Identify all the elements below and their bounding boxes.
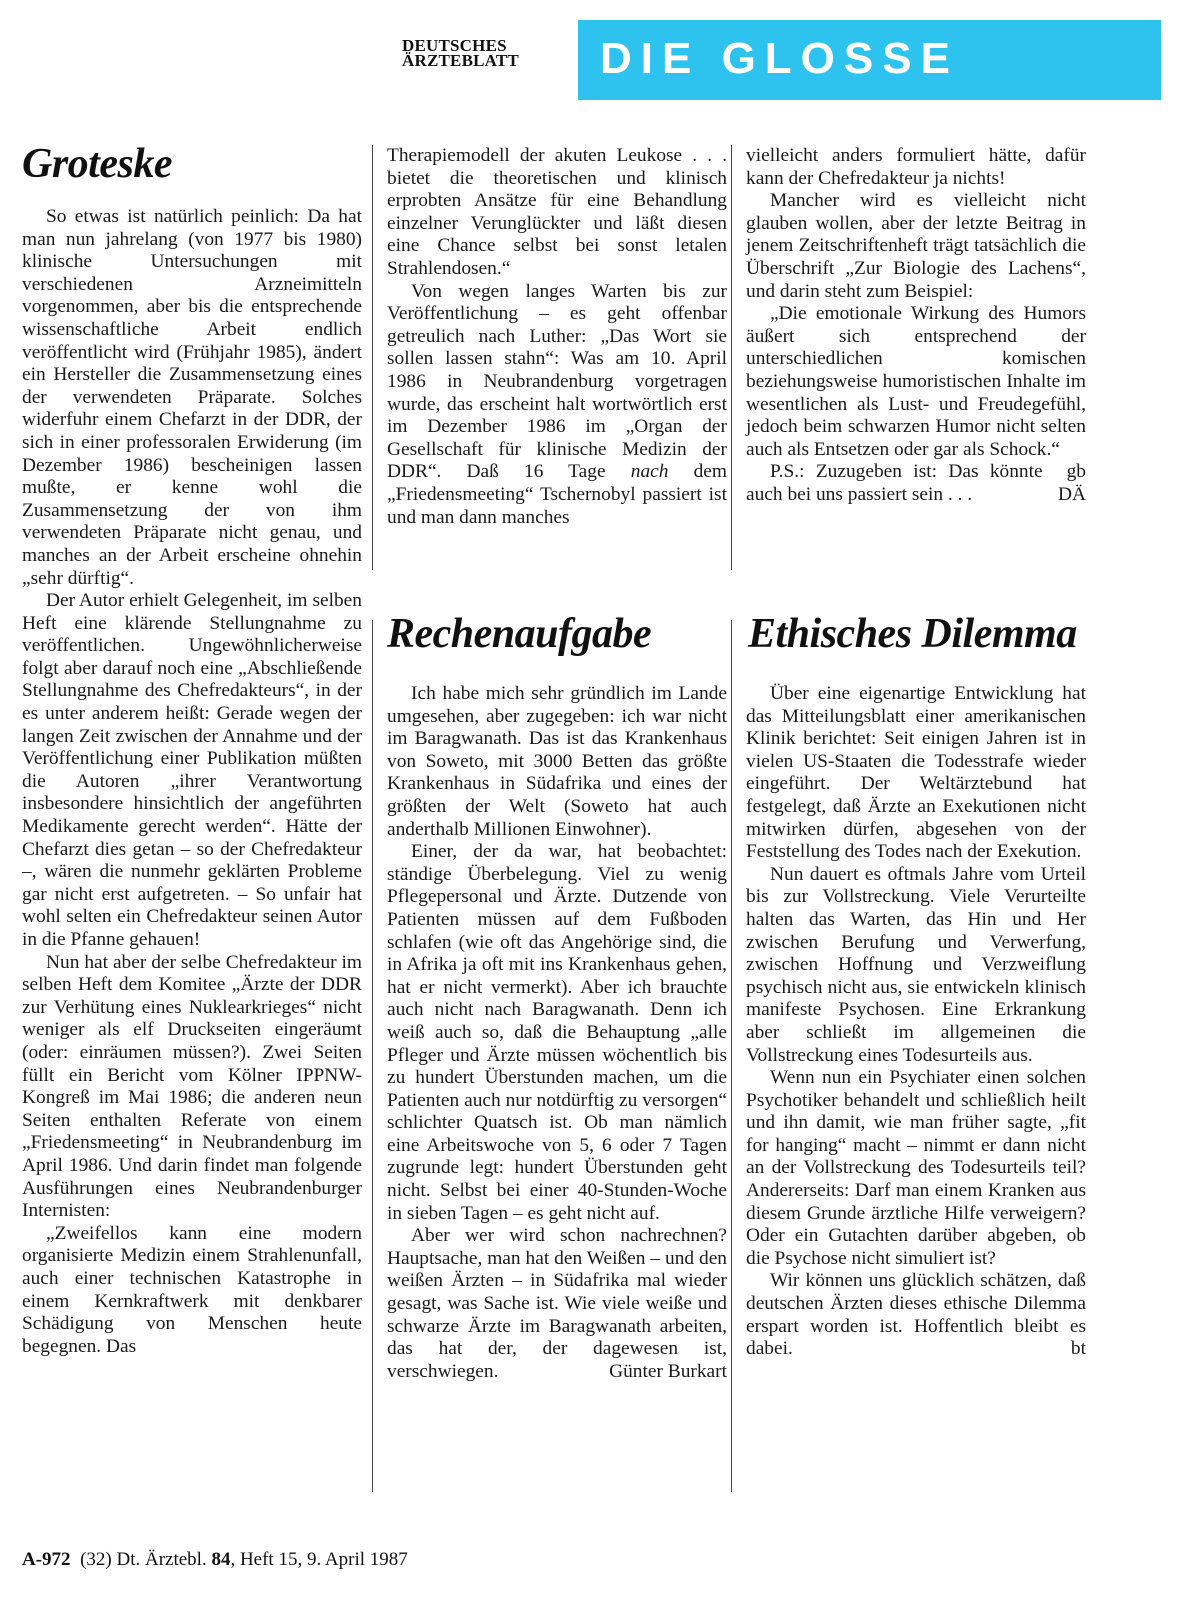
page-footer [22,1548,408,1572]
column-divider [372,145,373,570]
text-run: „Die emotionale Wirkung des Humors äußert sich entsprechend der unterschiedlichen komischen beziehungsweise humoristischen Inhalte im wesentlichen als Lust- und Freudegefühl, jedoch beim schwarzen Humor nicht selten auch als Entsetzen oder gar als Schock.“ [746,303,1086,460]
article-body-rechenaufgabe [387,683,727,1383]
paragraph: Mancher wird es vielleicht nicht glauben wollen, aber der letzte Beitrag in jenem Zeitschriftenheft trägt tatsächlich die Überschrift „Zur Biologie des Lachens“, und darin steht zum Beispiel: [746,190,1086,302]
emphasis: nach [630,461,669,483]
article-title-ethisches-dilemma: Ethisches Dilemma [748,611,1077,657]
author-name: Günter Burkart [609,1360,727,1382]
article-body-ethisches-dilemma [746,683,1086,1361]
paragraph [387,281,727,530]
article-title-groteske: Groteske [22,141,172,187]
quote-paragraph: „Zweifellos kann eine modern organisierte Medizin einem Strahlenunfall, auch einer technischen Katastrophe in einem Kernkraftwerk mit denkbarer Schädigung von Menschen heute begegnen. Das [22,1222,362,1357]
page-number: A-972 [22,1549,71,1570]
paragraph: Therapiemodell der akuten Leukose . . . bietet die theoretischen und klinisch erprobten Ansätze für eine Behandlung einzelner Verunglückter und läßt diesen eine Chance selbst bei sonst letalen Strahlendosen.“ [387,145,727,279]
paragraph: Ich habe mich sehr gründlich im Lande umgesehen, aber zugegeben: ich war nicht im Baragwanath. Das ist das Krankenhaus von Soweto, mit 3000 Betten das größte Krankenhaus in Südafrika und eines der größten der Welt (Soweto hat auch anderthalb Millionen Einwohner). [387,683,727,840]
paragraph: Einer, der da war, hat beobachtet: ständige Überbelegung. Viel zu wenig Pflegepersonal und Ärzte. Dutzende von Patienten müssen auf dem Fußboden schlafen (wie oft das Angehörige sind, die in Afrika ja oft mit ins Krankenhaus gehen, hat er nicht vermerkt). Aber ich brauchte auch nicht nach Baragwanath. Denn ich weiß auch so, daß die Behauptung „alle Pfleger und Ärzte müssen wöchentlich bis zu hundert Überstunden machen, um die Patienten auch nur notdürftig zu versorgen“ schlichter Quatsch ist. Ob man nämlich eine Arbeitswoche von 5, 6 oder 7 Tagen zugrunde legt: hundert Überstunden geht nicht. Selbst bei einer 40-Stunden-Woche in sieben Tagen – es geht nicht auf. [387,841,727,1224]
author-initials: DÄ [1057,483,1086,505]
paragraph: Der Autor erhielt Gelegenheit, im selben Heft eine klärende Stellungnahme zu veröffentlichen. Ungewöhnlicherweise folgt aber darauf noch eine „Abschließende Stellungnahme des Chefredakteurs“, in der es unter anderem heißt: Gerade wegen der langen Zeit zwischen der Annahme und der Veröffentlichung einer Publikation müßten die Autoren „ihrer Verantwortung insbesondere hinsichtlich der angeführten Medikamente gerecht werden“. Hätte der Chefarzt dies getan – so der Chefredakteur –, wären die nunmehr geklärten Probleme gar nicht erst aufgetreten. – So unfair hat wohl selten ein Chefredakteur seinen Autor in die Pfanne gehauen! [22,590,362,950]
section-banner-title: DIE GLOSSE [600,34,959,83]
paragraph: Wenn nun ein Psychiater einen solchen Psychotiker behandelt und schließlich heilt und ihn damit, wie man früher sagte, „fit for hanging“ macht – nimmt er dann nicht an der Vollstreckung des Todesurteils teil? Andererseits: Darf man einem Kranken aus diesem Grunde ärztliche Hilfe verweigern? Oder ein Gutachten darüber abgeben, ob die Psychose nicht simuliert ist? [746,1067,1086,1269]
author-initials: bt [1070,1338,1086,1360]
masthead [402,38,519,68]
column-divider [731,145,732,570]
citation-issue: , Heft 15, 9. April 1987 [230,1549,408,1570]
masthead-line1: DEUTSCHES [402,36,507,55]
masthead-line2: ÄRZTEBLATT [402,51,519,70]
article-body-groteske [22,206,362,1358]
article-body-groteske-continued [387,145,727,529]
paragraph [387,1225,727,1383]
volume-number: 84 [211,1549,231,1570]
text-run: P.S.: Zuzugeben ist: Das könnte auch bei uns passiert sein . . . [746,461,1043,505]
paragraph: Nun hat aber der selbe Chefredakteur im selben Heft dem Komitee „Ärzte der DDR zur Verhütung eines Nuklearkrieges“ nicht weniger als elf Druckseiten eingeräumt (oder: einräumen müssen?). Zwei Seiten füllt ein Bericht vom Kölner IPPNW-Kongreß im Mai 1986; die anderen neun Seiten enthalten Referate von einem „Friedensmeeting“ in Neubrandenburg im April 1986. Und darin findet man folgende Ausführungen eines Neubrandenburger Internisten: [22,951,362,1222]
column-divider [731,620,732,1492]
text-run: Von wegen langes Warten bis zur Veröffentlichung – es geht offenbar getreulich nach Luther: „Das Wort sie sollen lassen stahn“: Was am 10. April 1986 in Neubrandenburg vorgetragen wurde, das erscheint halt wortwörtlich erst im Dezember 1986 im „Organ der Gesellschaft für klinische Medizin der DDR“. Daß 16 Tage [387,280,727,483]
text-run: Wir können uns glücklich schätzen, daß deutschen Ärzten dieses ethische Dilemma erspart worden ist. Hoffentlich bleibt es dabei. [746,1270,1086,1360]
paragraph: Nun dauert es oftmals Jahre vom Urteil bis zur Vollstreckung. Viele Verurteilte halten das Warten, das Hin und Her zwischen Berufung und Verwerfung, zwischen Hoffnung und Verzweiflung psychisch nicht aus, sie entwickeln klinisch manifeste Psychosen. Eine Erkrankung aber schließt im allgemeinen die Vollstreckung eines Todesurteils aus. [746,863,1086,1066]
article-body-groteske-end [746,145,1086,507]
paragraph: So etwas ist natürlich peinlich: Da hat man nun jahrelang (von 1977 bis 1980) klinische Untersuchungen mit verschiedenen Arzneimitteln vorgenommen, aber bis die entsprechende wissenschaftliche Arbeit endlich veröffentlicht wird (Frühjahr 1985), ändert ein Hersteller die Zusammensetzung eines der verwendeten Präparate. Solches widerfuhr einem Chefarzt in der DDR, der sich in einer professoralen Erwiderung (im Dezember 1986) bescheinigen lassen mußte, er kenne wohl die Zusammensetzung der von ihm verwendeten Präparate nicht genau, und manches an der Arbeit erscheine ohnehin „sehr dürftig“. [22,206,362,589]
postscript [746,461,1086,506]
author-initials: gb [1066,461,1086,483]
paragraph: Über eine eigenartige Entwicklung hat das Mitteilungsblatt einer amerikanischen Klinik berichtet: Seit einigen Jahren ist in vielen US-Staaten die Todesstrafe wieder eingeführt. Der Weltärztebund hat festgelegt, daß Ärzte an Exekutionen nicht mitwirken dürfen, abgesehen von der Feststellung des Todes nach der Exekution. [746,683,1086,863]
column-divider [372,620,373,1492]
article-title-rechenaufgabe: Rechenaufgabe [387,611,652,657]
text-run: Aber wer wird schon nachrechnen? Hauptsache, man hat den Weißen – und den weißen Ärzten – in Südafrika mal wieder gesagt, was Sache ist. Wie viele weiße und schwarze Ärzte im Baragwanath arbeiten, das hat der, der dagewesen ist, verschwiegen. [387,1225,727,1382]
citation-text: (32) Dt. Ärztebl. [80,1549,207,1570]
paragraph [746,1270,1086,1360]
text-run: dem „Friedensmeeting“ Tschernobyl passiert ist und man dann manches [387,461,727,528]
paragraph: vielleicht anders formuliert hätte, dafür kann der Chefredakteur ja nichts! [746,145,1086,189]
